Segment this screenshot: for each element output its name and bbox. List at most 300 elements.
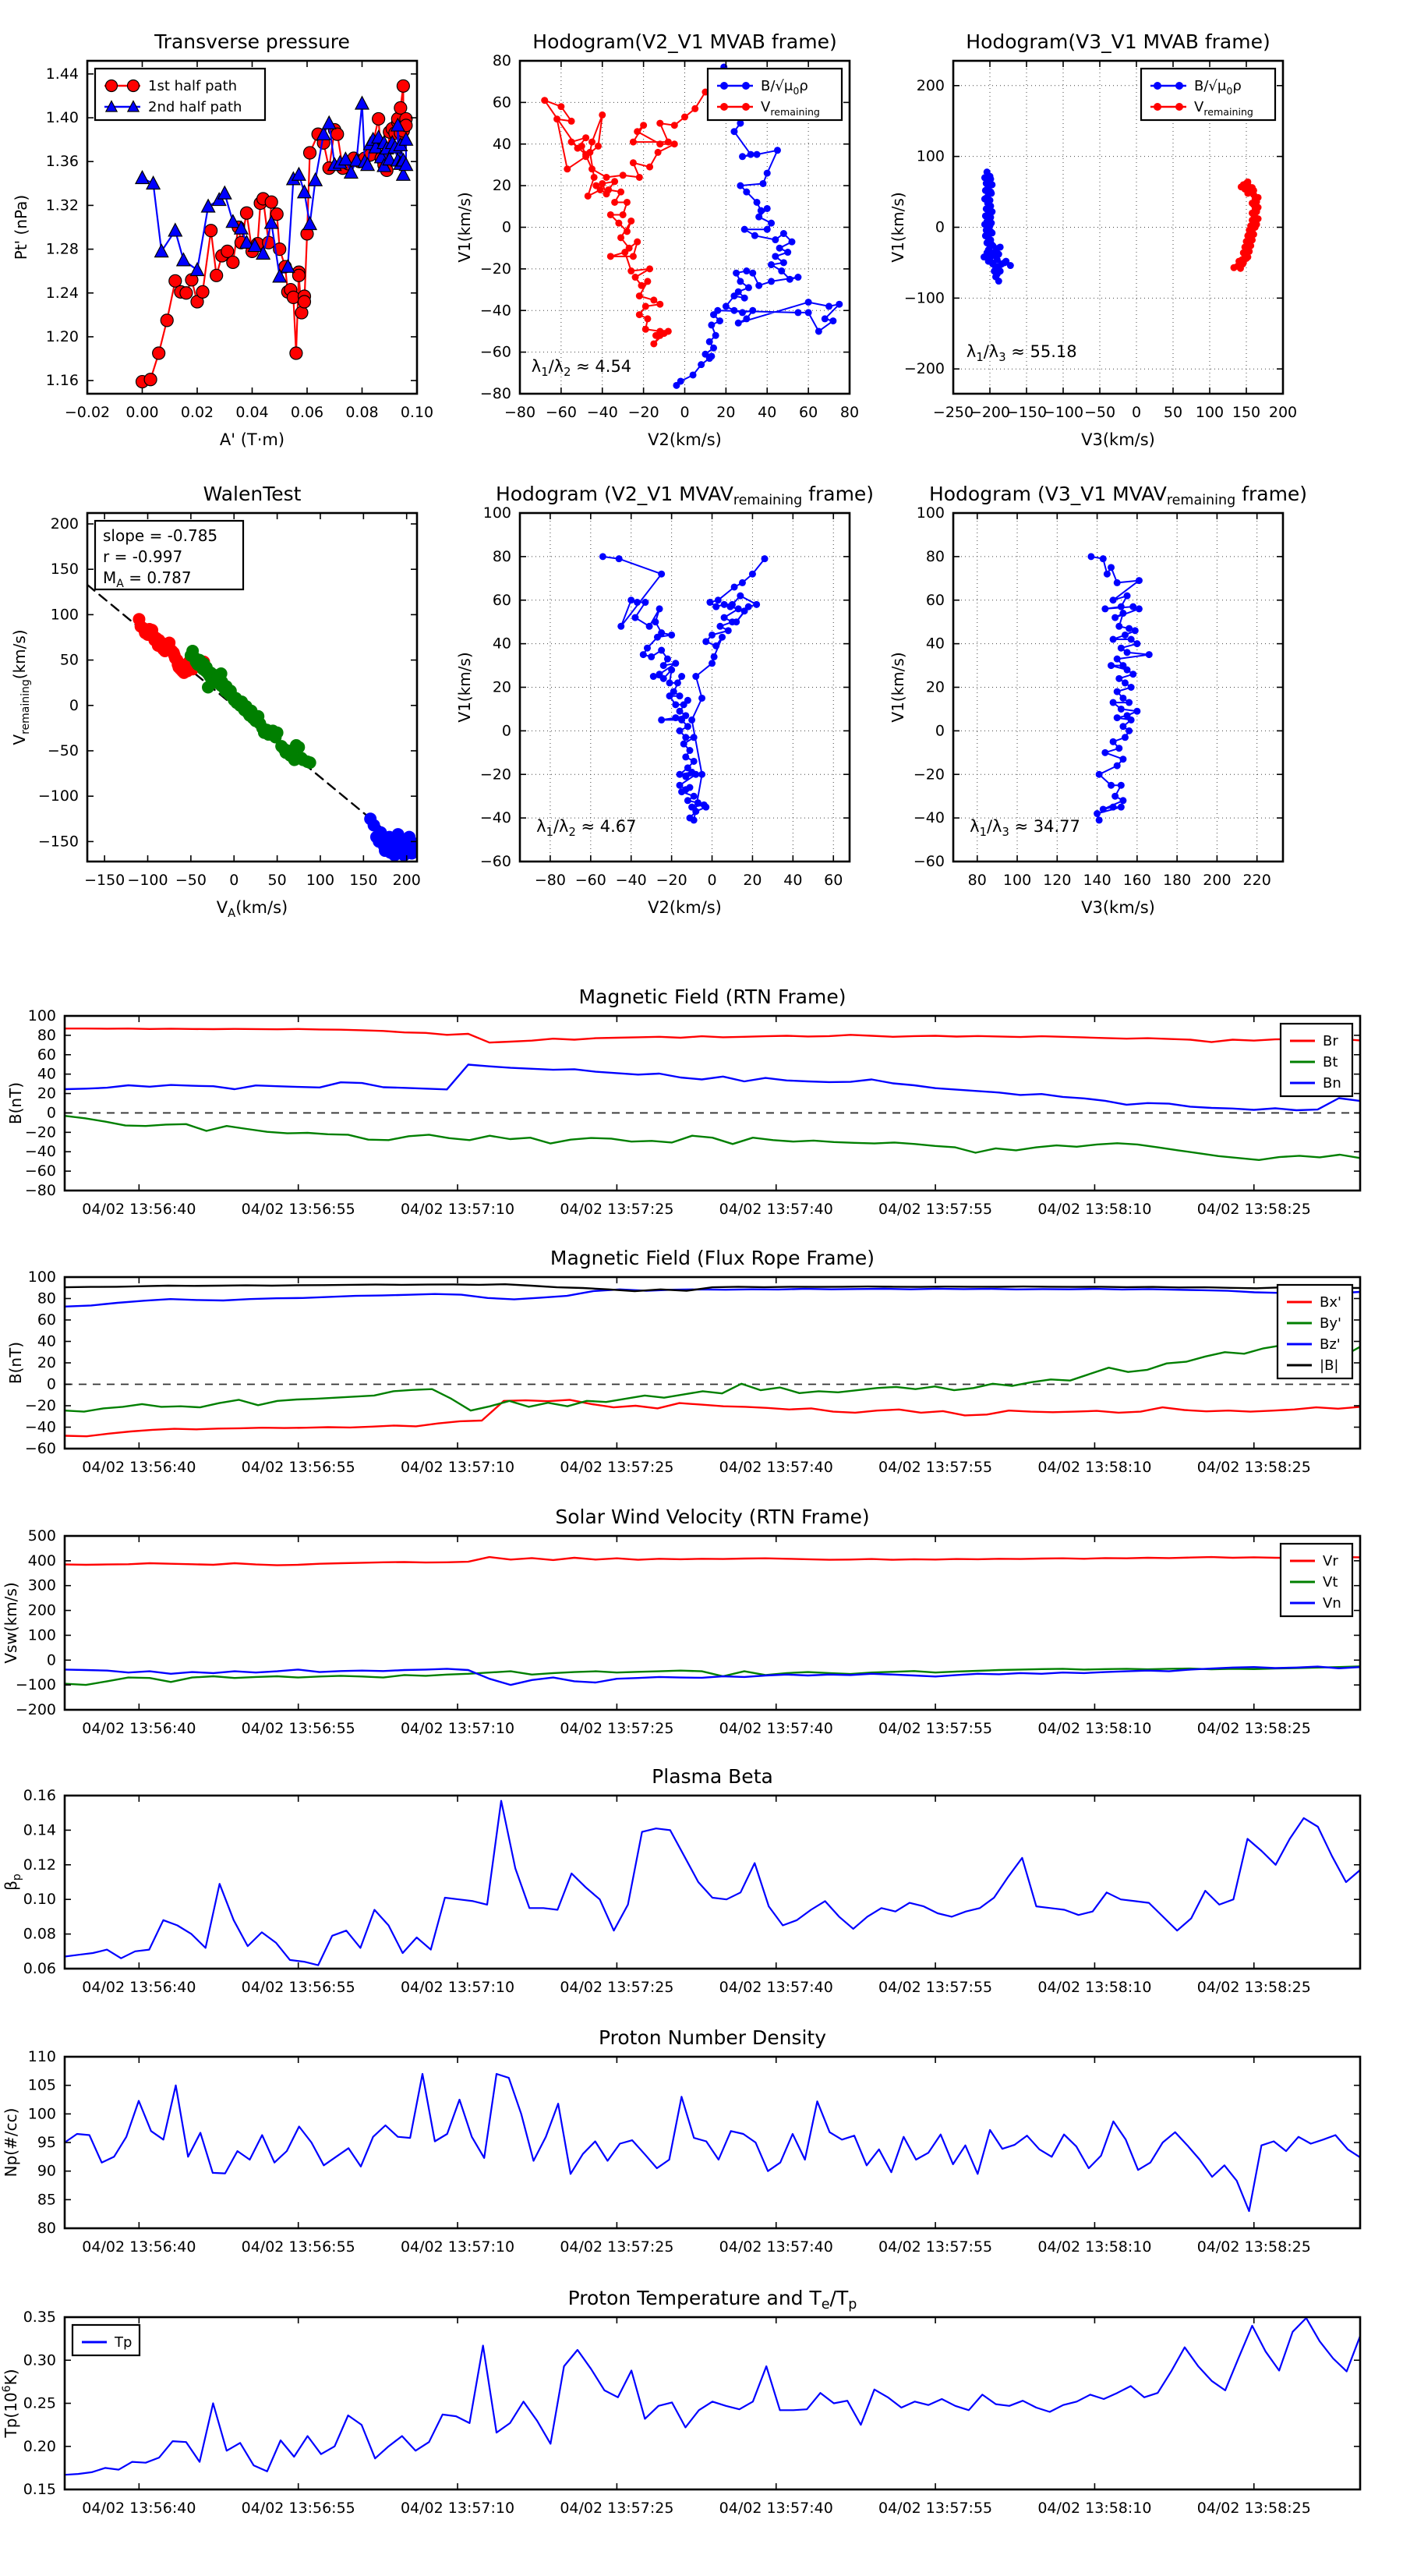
- marker-dot: [621, 249, 628, 256]
- y-tick-label: 40: [492, 635, 511, 653]
- marker-dot: [605, 186, 612, 193]
- marker-circle: [290, 347, 302, 359]
- y-tick-label: 1.28: [45, 240, 79, 258]
- marker-dot: [1128, 717, 1135, 724]
- legend-label: Vn: [1323, 1595, 1341, 1612]
- marker-triangle: [355, 97, 369, 109]
- x-tick-label: 04/02 13:58:10: [1037, 1201, 1152, 1218]
- marker-dot: [764, 226, 771, 233]
- magnetic-field-rtn-Bt: [65, 1116, 1360, 1160]
- marker-dot: [684, 697, 691, 704]
- plot-title: Solar Wind Velocity (RTN Frame): [555, 1506, 870, 1528]
- marker-dot: [666, 692, 673, 699]
- x-tick-label: −250: [932, 404, 974, 421]
- y-tick-label: −100: [37, 787, 79, 805]
- marker-dot: [681, 114, 688, 121]
- x-tick-label: 04/02 13:56:55: [241, 1459, 355, 1476]
- legend-label: 2nd half path: [148, 99, 242, 115]
- y-tick-label: 0: [46, 1104, 56, 1122]
- marker-dot: [591, 174, 598, 181]
- marker-triangle: [323, 116, 336, 129]
- marker-dot: [671, 140, 678, 147]
- marker-dot: [712, 332, 719, 339]
- y-tick-label: 40: [37, 1065, 56, 1083]
- marker-dot: [1124, 649, 1131, 656]
- y-tick-label: −150: [37, 833, 79, 851]
- y-tick-label: 0: [935, 722, 945, 740]
- y-tick-label: 20: [37, 1085, 56, 1102]
- marker-triangle: [155, 244, 168, 257]
- plot-title: Proton Temperature and $T_e/T_p$: [567, 2287, 857, 2312]
- marker-dot: [304, 756, 316, 769]
- marker-dot: [743, 189, 750, 196]
- marker-dot: [822, 315, 829, 322]
- marker-dot: [706, 355, 713, 362]
- y-tick-label: 1.24: [45, 284, 79, 302]
- x-tick-label: 04/02 13:56:55: [241, 1720, 355, 1737]
- marker-dot: [1110, 596, 1117, 603]
- marker-dot: [755, 214, 762, 221]
- plot-title: Transverse pressure: [154, 30, 350, 53]
- marker-dot: [1101, 605, 1108, 612]
- marker-dot: [292, 741, 305, 753]
- x-tick-label: −150: [84, 872, 125, 889]
- marker-dot: [599, 180, 606, 187]
- marker-dot: [768, 278, 775, 285]
- x-tick-label: 04/02 13:58:25: [1196, 1459, 1311, 1476]
- marker-dot: [753, 601, 760, 608]
- series-group: [65, 1028, 1360, 1160]
- y-tick-label: 100: [27, 1007, 56, 1024]
- y-tick-label: 100: [482, 504, 511, 522]
- legend-label: Bn: [1323, 1075, 1341, 1092]
- stats-line: $M_A = 0.787$: [103, 568, 192, 590]
- x-tick-label: −80: [504, 404, 536, 421]
- legend-label: Bx': [1320, 1294, 1341, 1311]
- marker-dot: [582, 134, 589, 141]
- x-tick-label: 04/02 13:57:25: [560, 1459, 674, 1476]
- marker-dot: [712, 603, 719, 610]
- marker-dot: [1110, 636, 1117, 643]
- series-group: [136, 80, 413, 387]
- marker-dot: [616, 555, 623, 562]
- y-tick-label: −80: [479, 385, 511, 402]
- x-tick-label: −100: [127, 872, 168, 889]
- y-tick-label: −200: [903, 360, 945, 378]
- x-tick-label: 04/02 13:56:40: [82, 1201, 196, 1218]
- marker-dot: [636, 311, 643, 318]
- x-tick-label: 220: [1242, 872, 1271, 889]
- x-tick-label: 04/02 13:58:10: [1037, 2500, 1152, 2517]
- y-tick-label: −40: [913, 809, 945, 827]
- marker-dot: [743, 267, 750, 274]
- marker-dot: [603, 174, 610, 181]
- y-tick-label: −40: [479, 809, 511, 827]
- x-axis-label: V2(km/s): [648, 430, 722, 449]
- x-tick-label: −200: [969, 404, 1011, 421]
- marker-dot: [564, 165, 571, 172]
- marker-dot: [588, 139, 595, 146]
- marker-dot: [710, 311, 717, 318]
- marker-dot: [640, 122, 647, 129]
- marker-dot: [1122, 734, 1129, 741]
- marker-dot: [1119, 797, 1126, 804]
- marker-dot: [668, 632, 675, 639]
- marker-dot: [638, 282, 645, 289]
- marker-dot: [677, 771, 684, 778]
- series-group: [1087, 553, 1152, 823]
- marker-dot: [733, 618, 740, 625]
- marker-dot: [1115, 675, 1122, 682]
- marker-dot: [1249, 184, 1256, 191]
- y-tick-label: −40: [479, 302, 511, 320]
- marker-dot: [655, 149, 662, 156]
- magnetic-field-rtn-Bn: [65, 1065, 1360, 1111]
- marker-dot: [733, 270, 740, 277]
- y-tick-label: 0.30: [23, 2351, 56, 2369]
- marker-triangle: [303, 217, 316, 229]
- y-tick-label: 0.16: [23, 1787, 56, 1804]
- y-tick-label: 40: [925, 635, 945, 653]
- marker-dot: [553, 115, 560, 122]
- y-tick-label: 60: [492, 94, 511, 111]
- x-tick-label: 04/02 13:58:10: [1037, 1459, 1152, 1476]
- solar-wind-velocity-Vr: [65, 1557, 1360, 1566]
- marker-circle: [298, 295, 310, 308]
- y-tick-label: 200: [27, 1601, 56, 1619]
- marker-dot: [829, 317, 836, 324]
- series-group: [981, 168, 1262, 285]
- legend-label: $B/√\mu_0\rho$: [761, 78, 808, 97]
- x-tick-label: 04/02 13:56:40: [82, 2238, 196, 2256]
- x-tick-label: 04/02 13:56:55: [241, 1201, 355, 1218]
- x-tick-label: 04/02 13:58:10: [1037, 1720, 1152, 1737]
- x-tick-label: 04/02 13:57:25: [560, 2500, 674, 2517]
- y-tick-label: 1.36: [45, 153, 79, 171]
- marker-dot: [641, 599, 648, 606]
- plot-title: WalenTest: [203, 483, 302, 505]
- x-tick-label: −50: [175, 872, 207, 889]
- series-group: [65, 1284, 1360, 1436]
- x-tick-label: 100: [306, 872, 335, 889]
- x-tick-label: 04/02 13:57:55: [878, 1979, 993, 1996]
- marker-dot: [1119, 755, 1126, 763]
- marker-dot: [1133, 708, 1140, 715]
- x-tick-label: −20: [627, 404, 659, 421]
- marker-dot: [671, 122, 678, 129]
- marker-dot: [1114, 579, 1121, 586]
- marker-dot: [712, 642, 719, 649]
- legend-label: Bz': [1320, 1336, 1341, 1353]
- y-tick-label: −80: [24, 1182, 56, 1199]
- marker-dot: [611, 178, 618, 185]
- x-tick-label: 04/02 13:57:55: [878, 1459, 993, 1476]
- annotation: $\lambda_1/\lambda_3 \approx 55.18$: [966, 342, 1077, 365]
- marker-dot: [716, 317, 723, 324]
- marker-dot: [1114, 688, 1121, 695]
- marker-dot: [710, 345, 717, 352]
- x-tick-label: 200: [392, 872, 421, 889]
- marker-dot: [794, 309, 801, 316]
- marker-dot: [762, 555, 769, 562]
- marker-circle: [304, 147, 316, 159]
- marker-dot: [634, 128, 641, 135]
- marker-dot: [698, 771, 705, 778]
- marker-dot: [678, 788, 685, 795]
- marker-dot: [786, 276, 793, 283]
- marker-dot: [592, 182, 599, 189]
- marker-triangle: [218, 186, 231, 199]
- marker-dot: [1238, 183, 1245, 190]
- marker-dot: [568, 118, 575, 125]
- marker-dot: [1087, 553, 1094, 560]
- marker-dot: [723, 303, 730, 310]
- marker-dot: [741, 295, 748, 302]
- marker-dot: [607, 211, 614, 218]
- marker-dot: [1122, 679, 1129, 686]
- marker-dot: [644, 645, 651, 652]
- marker-dot: [1114, 656, 1121, 663]
- x-tick-label: 04/02 13:57:25: [560, 2238, 674, 2256]
- marker-dot: [607, 253, 614, 260]
- marker-dot: [654, 634, 661, 641]
- y-tick-label: 0: [46, 1651, 56, 1669]
- marker-dot: [1104, 571, 1111, 578]
- marker-dot: [1126, 727, 1133, 734]
- y-tick-label: 100: [27, 2105, 56, 2123]
- x-axis-label: V3(km/s): [1081, 898, 1155, 917]
- series-group: [65, 1557, 1360, 1685]
- x-tick-label: 04/02 13:57:40: [719, 1720, 833, 1737]
- x-tick-label: 80: [839, 404, 860, 421]
- marker-dot: [677, 708, 684, 715]
- marker-dot: [772, 253, 779, 260]
- marker-dot: [1115, 745, 1122, 752]
- marker-dot: [599, 111, 606, 119]
- marker-circle: [196, 285, 209, 298]
- plot-title: Magnetic Field (RTN Frame): [578, 985, 846, 1008]
- y-tick-label: 60: [925, 591, 945, 609]
- y-tick-label: 80: [925, 547, 945, 565]
- marker-circle: [128, 80, 140, 92]
- marker-dot: [677, 782, 684, 789]
- magnetic-field-flux-rope-By-prime: [65, 1345, 1360, 1411]
- x-tick-label: 0.10: [400, 404, 434, 421]
- x-tick-label: 50: [267, 872, 287, 889]
- marker-dot: [719, 634, 726, 641]
- x-tick-label: 04/02 13:57:25: [560, 1720, 674, 1737]
- marker-circle: [180, 287, 193, 299]
- marker-dot: [568, 139, 575, 146]
- y-tick-label: −50: [47, 741, 79, 759]
- y-tick-label: −200: [15, 1701, 56, 1718]
- marker-dot: [672, 714, 679, 721]
- x-tick-label: 04/02 13:58:25: [1196, 2500, 1311, 2517]
- marker-dot: [1110, 699, 1117, 706]
- y-axis-label: V1(km/s): [455, 192, 474, 263]
- y-axis-label: B(nT): [6, 1341, 25, 1385]
- marker-dot: [682, 734, 689, 741]
- plot-title: Magnetic Field (Flux Rope Frame): [550, 1247, 875, 1269]
- x-tick-label: 0.06: [290, 404, 324, 421]
- marker-dot: [708, 321, 715, 328]
- y-tick-label: 80: [37, 1290, 56, 1307]
- y-tick-label: −20: [24, 1123, 56, 1141]
- plot-title: Plasma Beta: [652, 1765, 773, 1788]
- marker-dot: [658, 571, 665, 578]
- marker-dot: [611, 199, 618, 206]
- marker-triangle: [177, 253, 190, 266]
- x-tick-label: 04/02 13:57:40: [719, 2238, 833, 2256]
- marker-dot: [636, 292, 643, 299]
- y-tick-label: 20: [37, 1354, 56, 1371]
- x-tick-label: −40: [615, 872, 647, 889]
- marker-dot: [202, 681, 214, 694]
- y-axis-label: $Tp(10^6K)$: [1, 2369, 20, 2438]
- plot-magnetic-field-flux-rope: [6, 1247, 1360, 1476]
- legend-label: Bt: [1323, 1054, 1338, 1070]
- y-axis-label: V1(km/s): [889, 192, 907, 263]
- marker-dot: [747, 151, 755, 158]
- marker-dot: [735, 320, 742, 327]
- marker-dot: [620, 211, 627, 218]
- y-tick-label: 85: [37, 2191, 56, 2209]
- marker-dot: [1114, 763, 1121, 770]
- marker-dot: [737, 278, 744, 285]
- marker-dot: [706, 338, 713, 345]
- x-tick-label: 04/02 13:57:40: [719, 1979, 833, 1996]
- x-tick-label: 04/02 13:57:10: [400, 1720, 515, 1737]
- marker-dot: [1094, 810, 1101, 817]
- legend-box: [1281, 1024, 1352, 1096]
- plot-solar-wind-velocity: [2, 1506, 1360, 1737]
- marker-dot: [1118, 603, 1125, 610]
- marker-dot: [1124, 667, 1131, 674]
- y-tick-label: 0: [935, 218, 945, 236]
- marker-dot: [656, 120, 663, 127]
- marker-triangle: [136, 171, 149, 183]
- marker-dot: [751, 232, 758, 239]
- hodogram-v3v1-mvav-v-trace: [1091, 557, 1149, 820]
- marker-dot: [599, 553, 606, 560]
- y-tick-label: 20: [492, 678, 511, 696]
- marker-dot: [731, 583, 738, 590]
- marker-dot: [1126, 699, 1133, 706]
- y-tick-label: 100: [916, 147, 945, 165]
- marker-dot: [692, 808, 699, 815]
- y-tick-label: 1.40: [45, 109, 79, 127]
- transverse-pressure-1st-half-path: [143, 86, 406, 381]
- x-tick-label: 04/02 13:57:25: [560, 1201, 674, 1218]
- marker-dot: [739, 579, 746, 586]
- x-tick-label: 04/02 13:56:55: [241, 2238, 355, 2256]
- marker-dot: [1128, 684, 1135, 691]
- marker-dot: [1154, 82, 1161, 90]
- x-tick-label: 60: [799, 404, 818, 421]
- y-tick-label: 0.15: [23, 2481, 56, 2498]
- marker-dot: [674, 679, 681, 686]
- legend-label: 1st half path: [148, 78, 238, 94]
- marker-dot: [709, 660, 716, 667]
- x-tick-label: −80: [534, 872, 566, 889]
- x-tick-label: −60: [574, 872, 606, 889]
- x-tick-label: 200: [1203, 872, 1232, 889]
- marker-circle: [240, 207, 253, 219]
- marker-dot: [650, 673, 657, 680]
- marker-dot: [742, 103, 750, 111]
- marker-dot: [677, 727, 684, 734]
- plot-magnetic-field-rtn: [6, 985, 1360, 1218]
- x-tick-label: 120: [1043, 872, 1072, 889]
- marker-dot: [772, 236, 779, 243]
- marker-dot: [666, 679, 673, 686]
- y-tick-label: 20: [925, 678, 945, 696]
- x-tick-label: 04/02 13:58:25: [1196, 1979, 1311, 1996]
- x-tick-label: 20: [716, 404, 736, 421]
- x-tick-label: 04/02 13:57:10: [400, 2500, 515, 2517]
- stats-line: r = -0.997: [103, 547, 183, 566]
- x-tick-label: 04/02 13:56:55: [241, 1979, 355, 1996]
- marker-triangle: [168, 224, 182, 236]
- x-tick-label: 04/02 13:56:40: [82, 1979, 196, 1996]
- y-tick-label: 0.25: [23, 2394, 56, 2412]
- marker-dot: [995, 278, 1002, 285]
- marker-dot: [668, 667, 675, 674]
- marker-dot: [585, 193, 592, 200]
- x-tick-label: 0: [707, 872, 717, 889]
- marker-dot: [646, 164, 653, 171]
- y-tick-label: −60: [479, 853, 511, 870]
- y-tick-label: 110: [27, 2048, 56, 2065]
- x-tick-label: 04/02 13:56:40: [82, 1459, 196, 1476]
- marker-dot: [694, 799, 702, 806]
- x-tick-label: 04/02 13:57:10: [400, 1201, 515, 1218]
- x-tick-label: 0.04: [235, 404, 269, 421]
- marker-dot: [716, 623, 723, 630]
- marker-dot: [784, 249, 791, 256]
- y-tick-label: 80: [492, 547, 511, 565]
- marker-dot: [788, 239, 795, 246]
- y-tick-label: −20: [479, 260, 511, 278]
- y-tick-label: 100: [50, 606, 79, 624]
- marker-circle: [144, 373, 157, 386]
- y-axis-label: $V_{remaining}(km/s)$: [10, 629, 32, 745]
- y-tick-label: −100: [903, 289, 945, 307]
- marker-circle: [161, 314, 173, 327]
- x-tick-label: 0: [1131, 404, 1142, 421]
- y-tick-label: −60: [479, 343, 511, 361]
- marker-dot: [1118, 782, 1125, 789]
- marker-dot: [634, 239, 641, 246]
- marker-dot: [780, 230, 787, 237]
- marker-dot: [1129, 603, 1136, 610]
- marker-dot: [1110, 738, 1117, 745]
- y-tick-label: 200: [50, 515, 79, 533]
- marker-dot: [737, 593, 744, 600]
- y-tick-label: 1.32: [45, 196, 79, 214]
- marker-dot: [215, 667, 228, 680]
- x-tick-label: 04/02 13:57:25: [560, 1979, 674, 1996]
- y-tick-label: 100: [916, 504, 945, 522]
- marker-dot: [774, 147, 781, 154]
- marker-dot: [768, 220, 775, 227]
- marker-dot: [586, 149, 593, 156]
- y-tick-label: 20: [492, 177, 511, 195]
- x-tick-label: 04/02 13:57:55: [878, 2238, 993, 2256]
- legend-label: |B|: [1320, 1357, 1339, 1374]
- marker-dot: [741, 226, 748, 233]
- marker-dot: [698, 361, 705, 368]
